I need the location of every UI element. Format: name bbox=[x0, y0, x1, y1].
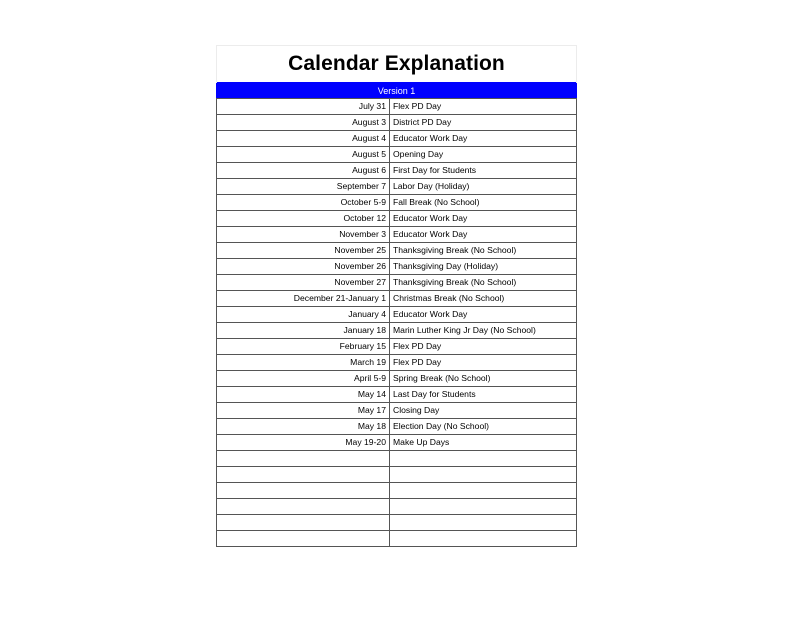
cell-description: Labor Day (Holiday) bbox=[390, 179, 577, 195]
cell-date-empty bbox=[217, 451, 390, 467]
cell-description: Spring Break (No School) bbox=[390, 371, 577, 387]
table-row bbox=[217, 211, 577, 227]
cell-description: First Day for Students bbox=[390, 163, 577, 179]
cell-date: November 27 bbox=[217, 275, 390, 291]
cell-description: Make Up Days bbox=[390, 435, 577, 451]
table-row bbox=[217, 131, 577, 147]
cell-description: Christmas Break (No School) bbox=[390, 291, 577, 307]
cell-date-empty bbox=[217, 531, 390, 547]
cell-description: Flex PD Day bbox=[390, 339, 577, 355]
table-row bbox=[217, 275, 577, 291]
cell-description-empty bbox=[390, 467, 577, 483]
cell-date-empty bbox=[217, 499, 390, 515]
table-row bbox=[217, 339, 577, 355]
cell-description-empty bbox=[390, 483, 577, 499]
cell-date: July 31 bbox=[217, 99, 390, 115]
table-row bbox=[217, 307, 577, 323]
table-row bbox=[217, 163, 577, 179]
table-row bbox=[217, 403, 577, 419]
table-row-empty bbox=[217, 515, 577, 531]
cell-date: November 3 bbox=[217, 227, 390, 243]
table-row bbox=[217, 179, 577, 195]
page-title: Calendar Explanation bbox=[217, 46, 577, 83]
cell-date: November 25 bbox=[217, 243, 390, 259]
version-banner: Version 1 bbox=[217, 83, 577, 99]
table-row-empty bbox=[217, 451, 577, 467]
cell-date: August 6 bbox=[217, 163, 390, 179]
cell-description: Educator Work Day bbox=[390, 227, 577, 243]
cell-description: Educator Work Day bbox=[390, 307, 577, 323]
cell-date: August 3 bbox=[217, 115, 390, 131]
title-row bbox=[217, 46, 577, 83]
cell-description-empty bbox=[390, 531, 577, 547]
cell-description-empty bbox=[390, 499, 577, 515]
table-row-empty bbox=[217, 531, 577, 547]
table-row-empty bbox=[217, 467, 577, 483]
cell-description: Opening Day bbox=[390, 147, 577, 163]
cell-date: August 5 bbox=[217, 147, 390, 163]
cell-description: Last Day for Students bbox=[390, 387, 577, 403]
cell-description: Thanksgiving Break (No School) bbox=[390, 275, 577, 291]
cell-date: November 26 bbox=[217, 259, 390, 275]
table-row bbox=[217, 227, 577, 243]
table-row bbox=[217, 435, 577, 451]
table-row bbox=[217, 115, 577, 131]
cell-description: Thanksgiving Break (No School) bbox=[390, 243, 577, 259]
cell-description: Educator Work Day bbox=[390, 211, 577, 227]
cell-description-empty bbox=[390, 451, 577, 467]
cell-date: January 18 bbox=[217, 323, 390, 339]
cell-date: May 18 bbox=[217, 419, 390, 435]
cell-date: May 19-20 bbox=[217, 435, 390, 451]
cell-date: October 12 bbox=[217, 211, 390, 227]
table-row bbox=[217, 371, 577, 387]
table-row-empty bbox=[217, 499, 577, 515]
cell-date: May 17 bbox=[217, 403, 390, 419]
cell-date: January 4 bbox=[217, 307, 390, 323]
cell-date: February 15 bbox=[217, 339, 390, 355]
table-row bbox=[217, 355, 577, 371]
cell-date: August 4 bbox=[217, 131, 390, 147]
cell-date: March 19 bbox=[217, 355, 390, 371]
cell-description: Fall Break (No School) bbox=[390, 195, 577, 211]
cell-date: September 7 bbox=[217, 179, 390, 195]
cell-date: May 14 bbox=[217, 387, 390, 403]
cell-description: Educator Work Day bbox=[390, 131, 577, 147]
calendar-explanation-sheet bbox=[216, 45, 576, 547]
cell-date: April 5-9 bbox=[217, 371, 390, 387]
cell-description-empty bbox=[390, 515, 577, 531]
cell-date-empty bbox=[217, 483, 390, 499]
table-row-empty bbox=[217, 483, 577, 499]
table-row bbox=[217, 195, 577, 211]
cell-description: Thanksgiving Day (Holiday) bbox=[390, 259, 577, 275]
table-row bbox=[217, 419, 577, 435]
table-row bbox=[217, 259, 577, 275]
cell-description: Closing Day bbox=[390, 403, 577, 419]
cell-date-empty bbox=[217, 515, 390, 531]
table-row bbox=[217, 99, 577, 115]
version-row bbox=[217, 83, 577, 99]
cell-description: Marin Luther King Jr Day (No School) bbox=[390, 323, 577, 339]
cell-description: Flex PD Day bbox=[390, 355, 577, 371]
cell-date: December 21-January 1 bbox=[217, 291, 390, 307]
table-body bbox=[217, 46, 577, 547]
table-row bbox=[217, 387, 577, 403]
cell-date-empty bbox=[217, 467, 390, 483]
cell-description: Flex PD Day bbox=[390, 99, 577, 115]
cell-description: Election Day (No School) bbox=[390, 419, 577, 435]
table-row bbox=[217, 323, 577, 339]
calendar-explanation-table bbox=[216, 45, 577, 547]
table-row bbox=[217, 291, 577, 307]
cell-description: District PD Day bbox=[390, 115, 577, 131]
table-row bbox=[217, 243, 577, 259]
cell-date: October 5-9 bbox=[217, 195, 390, 211]
table-row bbox=[217, 147, 577, 163]
